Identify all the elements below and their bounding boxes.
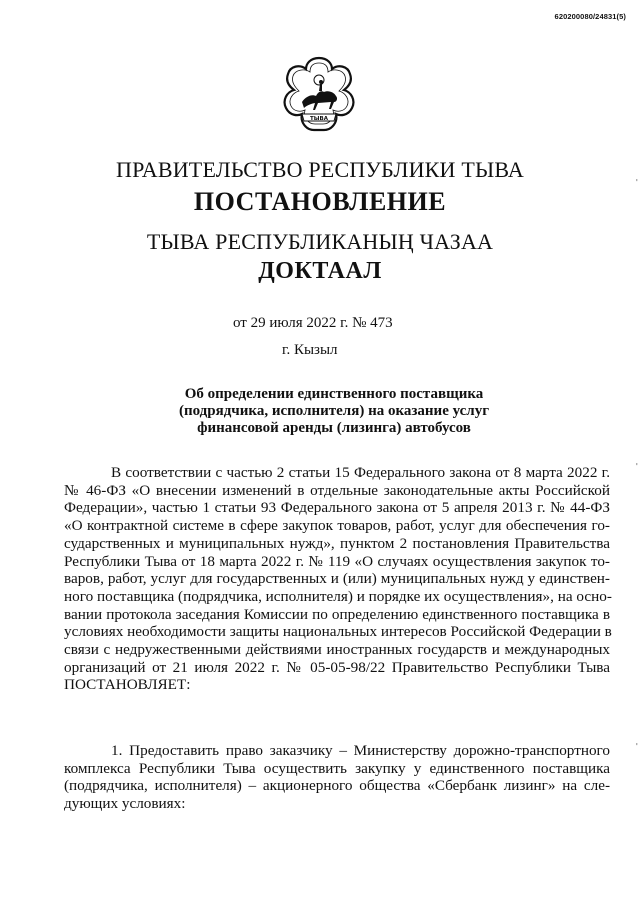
text-line: комплекса Республики Тыва осуществить закупку у единственного поставщика [64,759,610,777]
scan-edge-mark: ' [635,462,638,471]
emblem-ribbon-text: ТЫВА [310,116,328,122]
decree-subject [0,386,640,437]
text-line: Федерации», частью 1 статьи 93 Федерального закона от 5 апреля 2013 г. № 44-ФЗ [64,499,610,517]
text-line: Республики Тыва от 18 марта 2022 г. № 119 «О случаях осуществления закупок то- [64,552,610,570]
text-line: варов, работ, услуг для государственных и (или) муниципальных нужд у единствен- [64,570,610,588]
scan-edge-mark: ' [635,742,638,751]
scan-edge-mark: ' [635,178,638,187]
text-line: вании протокола заседания Комиссии по определению единственного поставщика в [64,605,610,623]
text-line: связи с недружественными действиями иностранных государств и международных [64,641,610,659]
text-line: дующих условиях: [64,795,186,813]
text-line: «О контрактной системе в сфере закупок товаров, работ, услуг для обеспечения го- [64,517,610,535]
text-line: № 46-ФЗ «О внесении изменений в отдельные законодательные акты Российской [64,481,610,499]
subject-line: Об определении единственного поставщика [184,386,484,402]
document-code: 620200080/24831(5) [554,12,626,21]
decree-city: г. Кызыл [282,342,338,358]
text-line: организаций от 21 июля 2022 г. № 05-05-98/22 Правительство Республики Тыва [64,658,610,676]
decree-title: ПОСТАНОВЛЕНИЕ [193,187,447,216]
text-line: (подрядчика, исполнителя) – акционерного общества «Сбербанк лизинг» на сле- [64,777,610,795]
subject-line: (подрядчика, исполнителя) на оказание услуг [178,403,490,419]
decree-date-number: от 29 июля 2022 г. № 473 [233,315,393,331]
tuva-emblem-icon [278,54,360,140]
decree-title-tuvan: ДОКТААЛ [258,258,382,284]
text-line: В соответствии с частью 2 статьи 15 Федерального закона от 8 марта 2022 г. [111,464,610,481]
government-title: ПРАВИТЕЛЬСТВО РЕСПУБЛИКИ ТЫВА [116,157,524,182]
text-line: ПОСТАНОВЛЯЕТ: [64,676,191,694]
text-line: условиях необходимости защиты национальных интересов Российской Федерации в [64,623,612,641]
clause-1-paragraph [64,742,610,813]
government-title-tuvan: ТЫВА РЕСПУБЛИКАНЫҢ ЧАЗАА [146,229,494,254]
text-line: 1. Предоставить право заказчику – Министерству дорожно-транспортного [111,742,610,759]
subject-line: финансовой аренды (лизинга) автобусов [197,420,471,436]
text-line: ного поставщика (подрядчика, исполнителя) и порядке их осуществления», на осно- [64,587,612,605]
text-line: сударственных и муниципальных нужд», пунктом 2 постановления Правительства [64,534,610,552]
preamble-paragraph [64,464,610,694]
